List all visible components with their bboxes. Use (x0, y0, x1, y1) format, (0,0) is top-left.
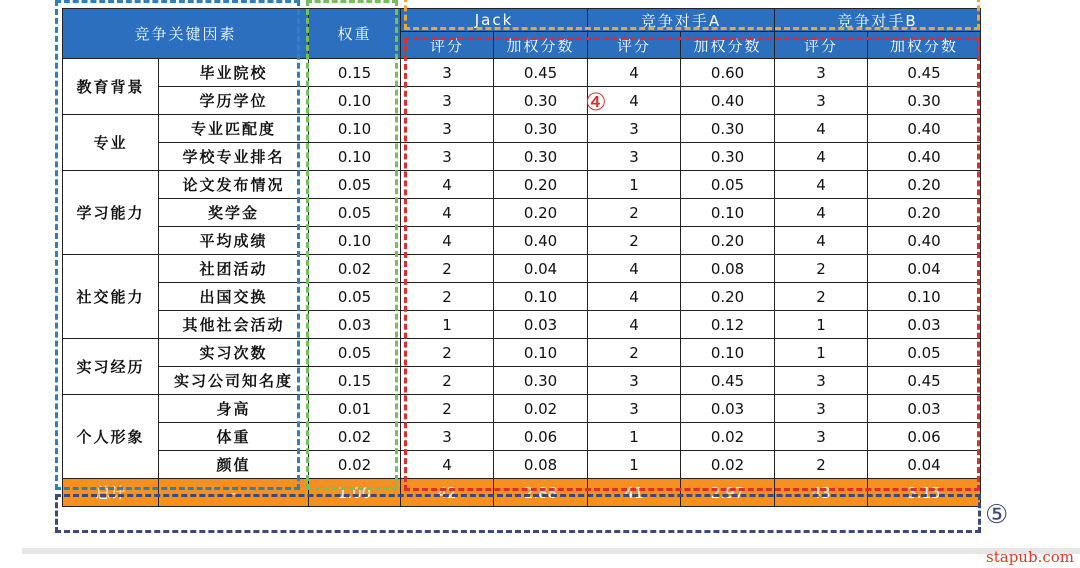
a-score: 2 (588, 339, 681, 367)
factor-name: 学校专业排名 (159, 143, 309, 171)
total-a-weighted: 2.97 (681, 479, 775, 507)
a-score: 4 (588, 87, 681, 115)
a-weighted: 0.30 (681, 143, 775, 171)
factor-name: 奖学金 (159, 199, 309, 227)
factor-group: 教育背景 (63, 59, 159, 115)
b-score: 4 (775, 143, 868, 171)
factor-name: 论文发布情况 (159, 171, 309, 199)
jack-weighted: 0.40 (494, 227, 588, 255)
a-score: 1 (588, 171, 681, 199)
b-weighted: 0.40 (868, 227, 981, 255)
factor-weight: 0.10 (309, 227, 401, 255)
jack-score: 4 (401, 171, 494, 199)
score-header: 评分 (775, 32, 868, 59)
jack-score: 3 (401, 115, 494, 143)
factor-weight: 0.15 (309, 367, 401, 395)
factor-group: 个人形象 (63, 395, 159, 479)
factor-weight: 0.15 (309, 59, 401, 87)
table-row (63, 283, 981, 311)
watermark: stapub.com (986, 548, 1074, 566)
jack-weighted: 0.30 (494, 87, 588, 115)
annotation-marker-4: ④ (585, 88, 607, 116)
jack-weighted: 0.45 (494, 59, 588, 87)
a-score: 4 (588, 311, 681, 339)
b-score: 4 (775, 171, 868, 199)
header-row-1 (63, 9, 981, 32)
jack-score: 3 (401, 423, 494, 451)
weight-header: 权重 (309, 9, 401, 59)
factor-name: 毕业院校 (159, 59, 309, 87)
b-score: 1 (775, 339, 868, 367)
jack-weighted: 0.20 (494, 199, 588, 227)
jack-score: 3 (401, 143, 494, 171)
a-weighted: 0.60 (681, 59, 775, 87)
annotation-marker-5: ⑤ (985, 500, 1009, 530)
factor-weight: 0.05 (309, 171, 401, 199)
a-score: 2 (588, 227, 681, 255)
factor-header: 竞争关键因素 (63, 9, 309, 59)
b-weighted: 0.10 (868, 283, 981, 311)
jack-score: 3 (401, 59, 494, 87)
total-a-score: 41 (588, 479, 681, 507)
jack-weighted: 0.03 (494, 311, 588, 339)
b-score: 3 (775, 395, 868, 423)
a-weighted: 0.02 (681, 423, 775, 451)
factor-group: 实习经历 (63, 339, 159, 395)
jack-weighted: 0.02 (494, 395, 588, 423)
a-weighted: 0.05 (681, 171, 775, 199)
table-row (63, 199, 981, 227)
factor-weight: 0.05 (309, 199, 401, 227)
a-weighted: 0.02 (681, 451, 775, 479)
factor-weight: 0.10 (309, 87, 401, 115)
factor-name: 出国交换 (159, 283, 309, 311)
factor-name: 其他社会活动 (159, 311, 309, 339)
b-weighted: 0.30 (868, 87, 981, 115)
jack-weighted: 0.30 (494, 367, 588, 395)
jack-weighted: 0.04 (494, 255, 588, 283)
table-row (63, 255, 981, 283)
a-score: 3 (588, 395, 681, 423)
a-score: 3 (588, 143, 681, 171)
factor-weight: 0.10 (309, 115, 401, 143)
a-weighted: 0.30 (681, 115, 775, 143)
b-weighted: 0.40 (868, 143, 981, 171)
total-row (63, 479, 981, 507)
a-score: 1 (588, 423, 681, 451)
jack-weighted: 0.30 (494, 115, 588, 143)
factor-group: 社交能力 (63, 255, 159, 339)
b-score: 4 (775, 227, 868, 255)
jack-score: 4 (401, 199, 494, 227)
table-row (63, 339, 981, 367)
factor-weight: 0.05 (309, 283, 401, 311)
factor-name: 实习公司知名度 (159, 367, 309, 395)
a-weighted: 0.10 (681, 199, 775, 227)
jack-score: 1 (401, 311, 494, 339)
factor-name: 社团活动 (159, 255, 309, 283)
factor-name: 身高 (159, 395, 309, 423)
a-weighted: 0.20 (681, 283, 775, 311)
factor-group: 学习能力 (63, 171, 159, 255)
jack-score: 3 (401, 87, 494, 115)
b-weighted: 0.04 (868, 451, 981, 479)
a-score: 4 (588, 255, 681, 283)
scoring-table-container (62, 8, 980, 507)
competition-scoring-table (62, 8, 981, 507)
total-weight: 1.00 (309, 479, 401, 507)
jack-score: 4 (401, 227, 494, 255)
b-weighted: 0.45 (868, 59, 981, 87)
factor-name: 体重 (159, 423, 309, 451)
a-weighted: 0.40 (681, 87, 775, 115)
a-score: 4 (588, 283, 681, 311)
b-score: 3 (775, 59, 868, 87)
total-jack-score: 42 (401, 479, 494, 507)
score-header: 评分 (401, 32, 494, 59)
total-dash: - (159, 479, 309, 507)
jack-score: 2 (401, 255, 494, 283)
a-score: 3 (588, 367, 681, 395)
a-score: 2 (588, 199, 681, 227)
a-score: 1 (588, 451, 681, 479)
factor-weight: 0.03 (309, 311, 401, 339)
factor-weight: 0.05 (309, 339, 401, 367)
table-row (63, 59, 981, 87)
subject-header-jack: Jack (401, 9, 588, 32)
slide-bottom-bar (22, 548, 1080, 554)
b-score: 4 (775, 115, 868, 143)
b-score: 3 (775, 87, 868, 115)
b-score: 4 (775, 199, 868, 227)
b-weighted: 0.03 (868, 311, 981, 339)
b-score: 3 (775, 367, 868, 395)
a-weighted: 0.03 (681, 395, 775, 423)
factor-weight: 0.10 (309, 143, 401, 171)
b-weighted: 0.04 (868, 255, 981, 283)
factor-weight: 0.01 (309, 395, 401, 423)
a-weighted: 0.12 (681, 311, 775, 339)
jack-weighted: 0.20 (494, 171, 588, 199)
table-row (63, 143, 981, 171)
table-row (63, 171, 981, 199)
total-label: 总计 (63, 479, 159, 507)
b-score: 2 (775, 451, 868, 479)
b-weighted: 0.40 (868, 115, 981, 143)
factor-group: 专业 (63, 115, 159, 171)
b-score: 1 (775, 311, 868, 339)
b-weighted: 0.05 (868, 339, 981, 367)
jack-score: 2 (401, 367, 494, 395)
subject-header-competitor-a: 竞争对手A (588, 9, 775, 32)
table-body (63, 59, 981, 479)
a-weighted: 0.20 (681, 227, 775, 255)
table-row (63, 87, 981, 115)
b-weighted: 0.20 (868, 171, 981, 199)
table-row (63, 367, 981, 395)
a-score: 3 (588, 115, 681, 143)
weighted-score-header: 加权分数 (494, 32, 588, 59)
jack-score: 2 (401, 283, 494, 311)
factor-name: 学历学位 (159, 87, 309, 115)
b-weighted: 0.45 (868, 367, 981, 395)
a-weighted: 0.08 (681, 255, 775, 283)
b-weighted: 0.03 (868, 395, 981, 423)
jack-weighted: 0.30 (494, 143, 588, 171)
b-score: 2 (775, 283, 868, 311)
a-weighted: 0.45 (681, 367, 775, 395)
table-row (63, 311, 981, 339)
table-row (63, 227, 981, 255)
b-score: 3 (775, 423, 868, 451)
weighted-score-header: 加权分数 (681, 32, 775, 59)
factor-weight: 0.02 (309, 451, 401, 479)
total-b-weighted: 3.15 (868, 479, 981, 507)
subject-header-competitor-b: 竞争对手B (775, 9, 981, 32)
jack-score: 2 (401, 395, 494, 423)
total-jack-weighted: 2.88 (494, 479, 588, 507)
factor-name: 专业匹配度 (159, 115, 309, 143)
table-row (63, 115, 981, 143)
b-weighted: 0.20 (868, 199, 981, 227)
a-weighted: 0.10 (681, 339, 775, 367)
b-weighted: 0.06 (868, 423, 981, 451)
total-b-score: 43 (775, 479, 868, 507)
factor-weight: 0.02 (309, 255, 401, 283)
jack-weighted: 0.06 (494, 423, 588, 451)
factor-name: 平均成绩 (159, 227, 309, 255)
jack-weighted: 0.10 (494, 283, 588, 311)
factor-weight: 0.02 (309, 423, 401, 451)
factor-name: 颜值 (159, 451, 309, 479)
score-header: 评分 (588, 32, 681, 59)
table-row (63, 423, 981, 451)
jack-score: 4 (401, 451, 494, 479)
factor-name: 实习次数 (159, 339, 309, 367)
jack-weighted: 0.08 (494, 451, 588, 479)
table-row (63, 395, 981, 423)
a-score: 4 (588, 59, 681, 87)
jack-score: 2 (401, 339, 494, 367)
weighted-score-header: 加权分数 (868, 32, 981, 59)
jack-weighted: 0.10 (494, 339, 588, 367)
b-score: 2 (775, 255, 868, 283)
table-row (63, 451, 981, 479)
